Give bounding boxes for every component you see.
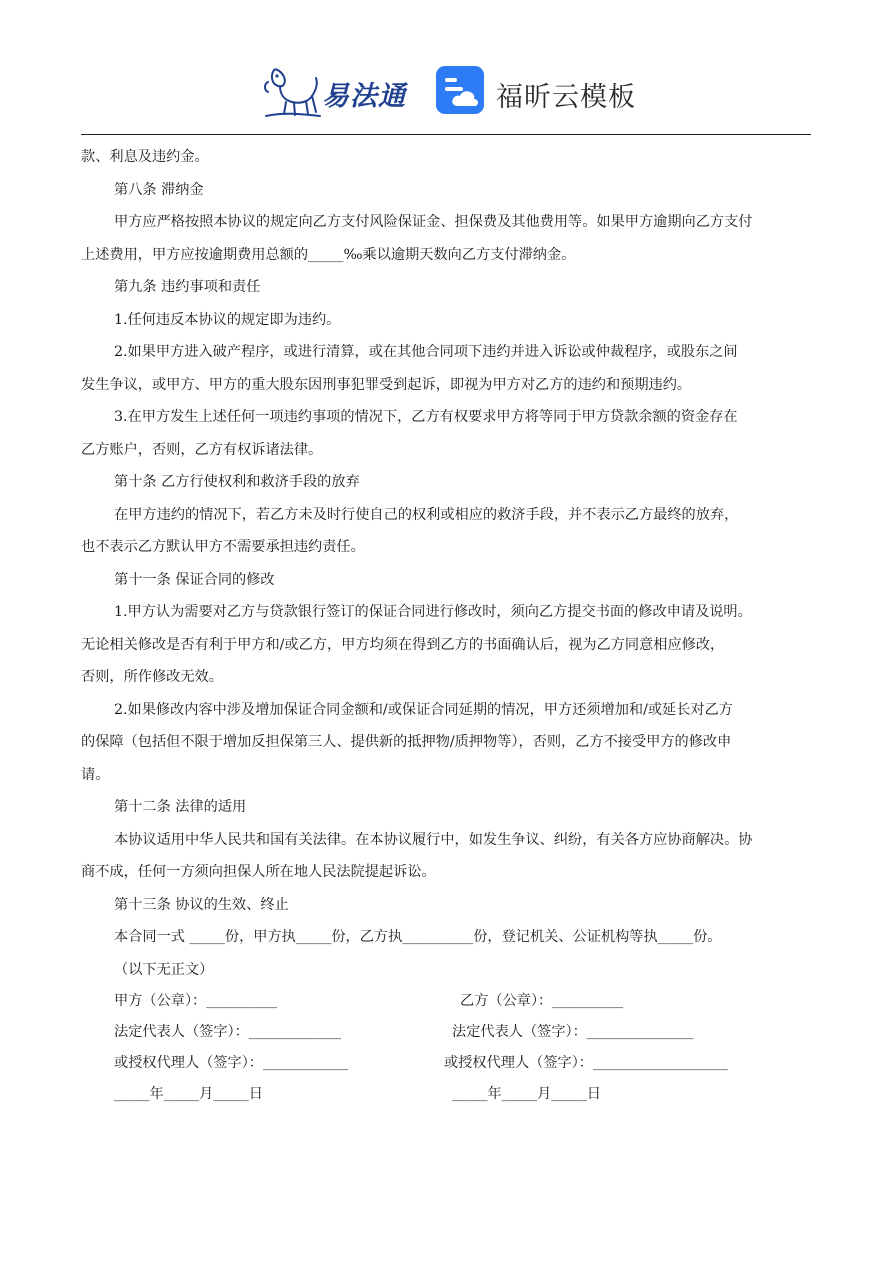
- no-further-text-note: （以下无正文）: [114, 961, 214, 978]
- article-9-item-3: 乙方账户，否则，乙方有权诉诸法律。: [81, 441, 323, 458]
- article-11-item-2: 2.如果修改内容中涉及增加保证合同金额和/或保证合同延期的情况，甲方还须增加和/或延长对乙方: [114, 701, 733, 718]
- header-divider: [81, 134, 811, 135]
- article-12-text: 本协议适用中华人民共和国有关法律。在本协议履行中，如发生争议、纠纷，有关各方应协商解决。协: [114, 831, 753, 848]
- article-10-text: 也不表示乙方默认甲方不需要承担违约责任。: [81, 539, 365, 555]
- article-11-item-1: 否则，所作修改无效。: [81, 669, 223, 685]
- page-header: [0, 0, 893, 135]
- article-9-item-2: 发生争议，或甲方、甲方的重大股东因刑事犯罪受到起诉，即视为甲方对乙方的违约和预期违约。: [81, 376, 692, 393]
- contract-body: [81, 141, 816, 1110]
- party-a-legal-rep-field: 法定代表人（签字）：_____________: [114, 1024, 341, 1040]
- party-a-seal-field: 甲方（公章）：__________: [114, 993, 278, 1009]
- article-12-heading: 第十二条 法律的适用: [114, 799, 247, 815]
- article-11-item-1: 无论相关修改是否有利于甲方和/或乙方，甲方均须在得到乙方的书面确认后，视为乙方同意相应修改，: [81, 636, 725, 653]
- party-a-agent-field: 或授权代理人（签字）：____________: [114, 1055, 349, 1071]
- fuxin-cloud-template-logo-text: 福昕云模板: [496, 82, 636, 113]
- party-b-legal-rep-field: 法定代表人（签字）：_______________: [452, 1024, 694, 1040]
- article-8-heading: 第八条 滞纳金: [114, 181, 204, 198]
- article-9-item-2: 2.如果甲方进入破产程序，或进行清算，或在其他合同项下违约并进入诉讼或仲裁程序，或股东之间: [114, 344, 738, 360]
- article-10-heading: 第十条 乙方行使权利和救济手段的放弃: [114, 474, 360, 490]
- article-12-text: 商不成，任何一方须向担保人所在地人民法院提起诉讼。: [81, 864, 436, 880]
- party-b-seal-field: 乙方（公章）：__________: [460, 993, 624, 1009]
- party-b-date-field: _____年_____月_____日: [452, 1086, 601, 1102]
- signature-row-legal-rep: [81, 1017, 816, 1048]
- article-10-text: 在甲方违约的情况下，若乙方未及时行使自己的权利或相应的救济手段，并不表示乙方最终的放弃，: [114, 506, 739, 523]
- article-8-text: 上述费用，甲方应按逾期费用总额的_____‰乘以逾期天数向乙方支付滞纳金。: [81, 246, 576, 263]
- article-13-text: 本合同一式 _____份，甲方执_____份，乙方执__________份，登记机关、公证机构等执_____份。: [114, 929, 722, 945]
- article-11-item-1: 1.甲方认为需要对乙方与贷款银行签订的保证合同进行修改时，须向乙方提交书面的修改申请及说明。: [114, 604, 752, 620]
- article-9-item-1: 1.任何违反本协议的规定即为违约。: [114, 311, 341, 328]
- article-13-heading: 第十三条 协议的生效、终止: [114, 896, 289, 913]
- article-11-item-2: 的保障（包括但不限于增加反担保第三人、提供新的抵押物/质押物等），否则，乙方不接受甲方的修改申: [81, 734, 732, 750]
- yifatong-logo-text: 易法通: [322, 81, 406, 112]
- signature-row-agent: [81, 1048, 816, 1079]
- article-11-item-2: 请。: [81, 766, 110, 783]
- article-11-heading: 第十一条 保证合同的修改: [114, 571, 275, 588]
- article-9-item-3: 3.在甲方发生上述任何一项违约事项的情况下，乙方有权要求甲方将等同于甲方贷款余额的资金存在: [114, 409, 738, 425]
- fuxin-cloud-template-logo-icon: [436, 66, 484, 114]
- signature-row-date: [81, 1079, 816, 1110]
- paragraph-continuation: 款、利息及违约金。: [81, 149, 209, 165]
- article-9-heading: 第九条 违约事项和责任: [114, 279, 261, 295]
- signature-row-seal: [81, 986, 816, 1017]
- party-a-date-field: _____年_____月_____日: [114, 1086, 263, 1102]
- article-8-text: 甲方应严格按照本协议的规定向乙方支付风险保证金、担保费及其他费用等。如果甲方逾期向乙方支付: [114, 214, 753, 230]
- party-b-agent-field: 或授权代理人（签字）：___________________: [444, 1055, 728, 1071]
